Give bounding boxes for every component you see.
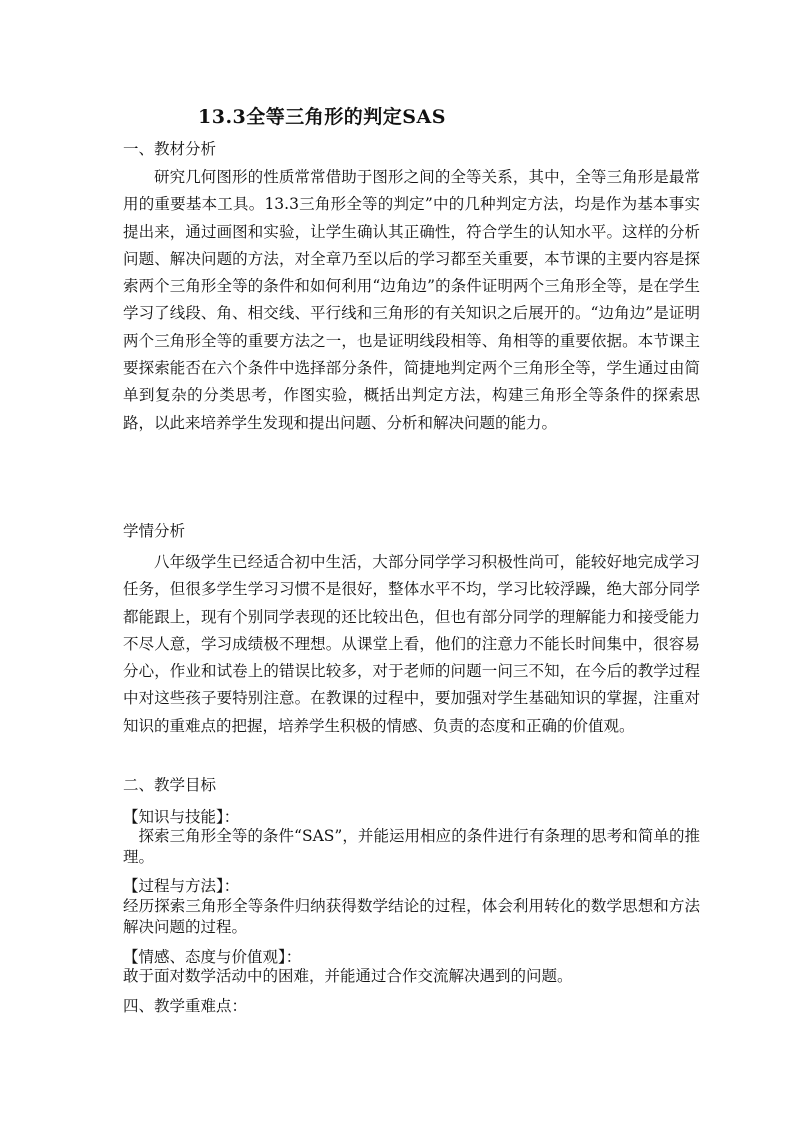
document-title: 13.3全等三角形的判定SAS	[198, 106, 446, 128]
student-analysis-paragraph: 八年级学生已经适合初中生活，大部分同学学习积极性尚可，能较好地完成学习任务，但很多学生学习习惯不是很好，整体水平不均，学习比较浮躁，绝大部分同学都能跟上，现有个别同学表现的还比较出色，但也有部分同学的理解能力和接受能力不尽人意，学习成绩极不理想。从课堂上看，他们的注意力不能长时间集中，很容易分心，作业和试卷上的错误比较多，对于老师的问题一问三不知，在今后的教学过程中对这些孩子要特别注意。在教课的过程中，要加强对学生基础知识的掌握，注重对知识的重难点的把握，培养学生积极的情感、负责的态度和正确的价值观。	[123, 553, 700, 735]
knowledge-skills-text: 探索三角形全等的条件“SAS”，并能运用相应的条件进行有条理的思考和简单的推理。	[123, 827, 700, 866]
section-heading-student-analysis: 学情分析	[123, 522, 186, 540]
process-methods-text: 经历探索三角形全等条件归纳获得数学结论的过程，体会利用转化的数学思想和方法解决问题的过程。	[123, 897, 700, 936]
emotion-attitude-values-label: 【情感、态度与价值观】：	[123, 948, 302, 966]
section-heading-textbook-analysis: 一、教材分析	[123, 140, 217, 158]
section-heading-key-difficult-points: 四、教学重难点：	[123, 997, 248, 1015]
textbook-analysis-paragraph: 研究几何图形的性质常常借助于图形之间的全等关系，其中，全等三角形是最常用的重要基本工具。13.3三角形全等的判定”中的几种判定方法，均是作为基本事实提出来，通过画图和实验，让学生确认其正确性，符合学生的认知水平。这样的分析问题、解决问题的方法，对全章乃至以后的学习都至关重要，本节课的主要内容是探索两个三角形全等的条件和如何利用“边角边”的条件证明两个三角形全等，是在学生学习了线段、角、相交线、平行线和三角形的有关知识之后展开的。“边角边”是证明两个三角形全等的重要方法之一，也是证明线段相等、角相等的重要依据。本节课主要探索能否在六个条件中选择部分条件，简捷地判定两个三角形全等，学生通过由简单到复杂的分类思考，作图实验，概括出判定方法，构建三角形全等条件的探索思路，以此来培养学生发现和提出问题、分析和解决问题的能力。	[123, 168, 700, 432]
knowledge-skills-label: 【知识与技能】：	[123, 808, 240, 826]
section-heading-teaching-objectives: 二、教学目标	[123, 776, 217, 794]
process-methods-label: 【过程与方法】：	[123, 877, 240, 895]
emotion-attitude-values-text: 敢于面对数学活动中的困难，并能通过合作交流解决遇到的问题。	[123, 967, 573, 985]
